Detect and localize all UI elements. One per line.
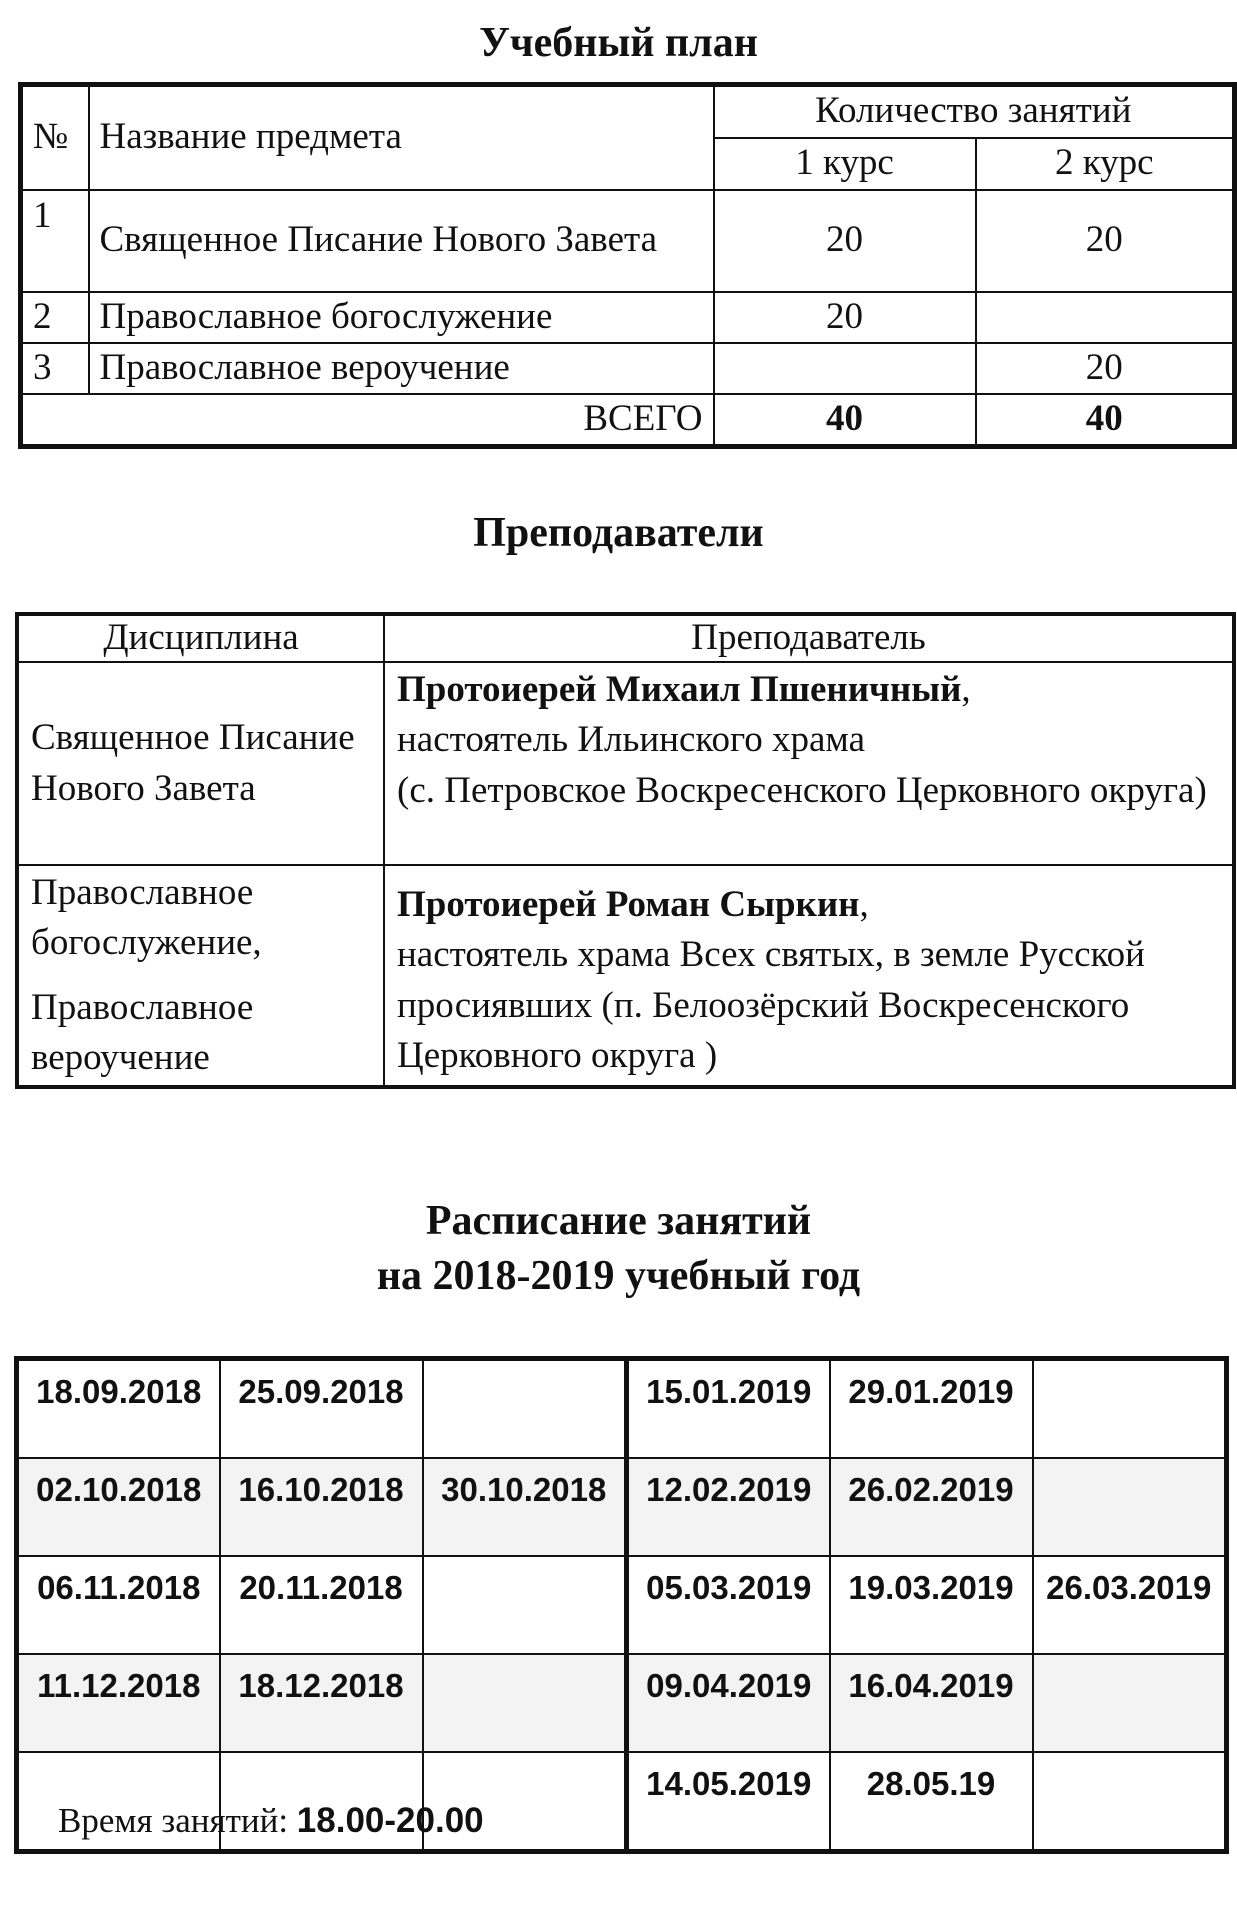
- schedule-table: [14, 1356, 1229, 1854]
- curriculum-table: [18, 82, 1237, 449]
- table-row: [21, 190, 1235, 292]
- teacher-comma: ,: [859, 884, 869, 925]
- date-cell: 30.10.2018: [423, 1458, 627, 1556]
- row-course-2: [976, 292, 1235, 343]
- date-cell: 11.12.2018: [17, 1654, 220, 1752]
- teacher-name: Протоиерей Роман Сыркин: [397, 884, 860, 925]
- date-cell: 16.04.2019: [830, 1654, 1033, 1752]
- teacher-position: настоятель храма Всех святых, в земле Русской просиявших (п. Белоозёрский Воскресенского Церковного округа ): [397, 934, 1145, 1076]
- discipline-text: Православное богослужение,: [31, 872, 262, 964]
- date-cell: [423, 1654, 627, 1752]
- class-time-label: Время занятий:: [58, 1801, 289, 1840]
- row-num: 1: [21, 190, 89, 292]
- teacher-name: Протоиерей Михаил Пшеничный: [397, 669, 962, 710]
- date-cell: 29.01.2019: [830, 1359, 1033, 1459]
- header-subject: Название предмета: [89, 85, 714, 190]
- table-row: [17, 865, 1234, 1087]
- teachers-table: [15, 612, 1236, 1089]
- row-course-1: [714, 343, 976, 394]
- date-cell: 20.11.2018: [220, 1556, 423, 1654]
- header-num: №: [21, 85, 89, 190]
- date-cell: 18.12.2018: [220, 1654, 423, 1752]
- date-cell: 26.02.2019: [830, 1458, 1033, 1556]
- date-cell: 06.11.2018: [17, 1556, 220, 1654]
- teachers-title: Преподаватели: [473, 510, 764, 556]
- date-cell: [423, 1556, 627, 1654]
- header-count: Количество занятий: [714, 85, 1235, 138]
- table-row: [17, 1556, 1227, 1654]
- total-course-2: 40: [976, 394, 1235, 447]
- table-row: [17, 1654, 1227, 1752]
- curriculum-title: Учебный план: [479, 20, 758, 66]
- table-row: [21, 343, 1235, 394]
- row-course-1: 20: [714, 292, 976, 343]
- date-cell: [423, 1359, 627, 1459]
- date-cell: 26.03.2019: [1033, 1556, 1227, 1654]
- teacher-comma: ,: [961, 669, 971, 710]
- date-cell: [1033, 1359, 1227, 1459]
- date-cell: [1033, 1752, 1227, 1852]
- row-num: 2: [21, 292, 89, 343]
- date-cell: 02.10.2018: [17, 1458, 220, 1556]
- table-row: [17, 1359, 1227, 1459]
- discipline-text: Православное вероучение: [31, 986, 254, 1078]
- header-course-2: 2 курс: [976, 138, 1235, 190]
- date-cell: 18.09.2018: [17, 1359, 220, 1459]
- total-row: [21, 394, 1235, 447]
- discipline-text: Священное Писание Нового Завета: [31, 717, 355, 809]
- row-num: 3: [21, 343, 89, 394]
- teacher-cell: [384, 662, 1234, 865]
- teacher-position: настоятель Ильинского храма: [397, 719, 866, 761]
- header-course-1: 1 курс: [714, 138, 976, 190]
- table-row: [17, 1458, 1227, 1556]
- row-course-2: 20: [976, 190, 1235, 292]
- date-cell: 05.03.2019: [627, 1556, 830, 1654]
- total-course-1: 40: [714, 394, 976, 447]
- header-discipline: Дисциплина: [17, 614, 384, 662]
- discipline-cell: [17, 865, 384, 1087]
- row-course-1: 20: [714, 190, 976, 292]
- schedule-title-line-2: на 2018-2019 учебный год: [376, 1253, 861, 1299]
- teacher-location: (с. Петровское Воскресенского Церковного округа): [397, 769, 1207, 811]
- class-time: [58, 1803, 484, 1838]
- teachers-header-row: [17, 614, 1234, 662]
- row-subject: Православное вероучение: [89, 343, 714, 394]
- table-row: [17, 662, 1234, 865]
- row-course-2: 20: [976, 343, 1235, 394]
- date-cell: 28.05.19: [830, 1752, 1033, 1852]
- schedule-title-line-1: Расписание занятий: [425, 1198, 812, 1244]
- row-subject: Православное богослужение: [89, 292, 714, 343]
- header-teacher: Преподаватель: [384, 614, 1234, 662]
- date-cell: 19.03.2019: [830, 1556, 1033, 1654]
- date-cell: [1033, 1654, 1227, 1752]
- date-cell: [1033, 1458, 1227, 1556]
- date-cell: 12.02.2019: [627, 1458, 830, 1556]
- curriculum-header-row: [21, 85, 1235, 138]
- date-cell: 14.05.2019: [627, 1752, 830, 1852]
- row-subject: Священное Писание Нового Завета: [89, 190, 714, 292]
- date-cell: 16.10.2018: [220, 1458, 423, 1556]
- total-label: ВСЕГО: [21, 394, 714, 447]
- date-cell: 25.09.2018: [220, 1359, 423, 1459]
- date-cell: 09.04.2019: [627, 1654, 830, 1752]
- discipline-cell: [17, 662, 384, 865]
- class-time-value: 18.00-20.00: [296, 1801, 484, 1840]
- table-row: [21, 292, 1235, 343]
- date-cell: 15.01.2019: [627, 1359, 830, 1459]
- teacher-cell: [384, 865, 1234, 1087]
